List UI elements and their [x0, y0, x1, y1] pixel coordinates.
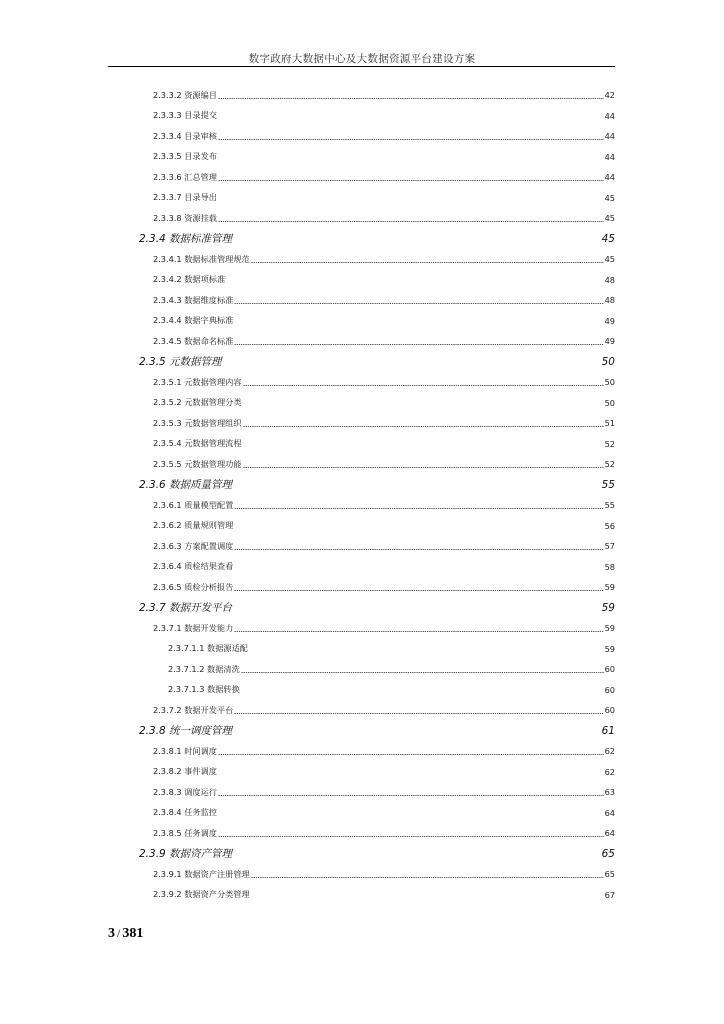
toc-entry-label: 2.3.6.1 质量模型配置 — [153, 499, 234, 510]
toc-entry-page: 49 — [604, 315, 615, 326]
toc-entry-page: 60 — [604, 664, 615, 674]
toc-entry[interactable] — [153, 618, 615, 638]
toc-entry-page: 50 — [604, 397, 615, 408]
toc-entry-label: 2.3.8.2 事件调度 — [153, 766, 217, 776]
toc-entry[interactable] — [153, 126, 615, 146]
page-separator: / — [117, 926, 121, 940]
dot-leader — [233, 481, 601, 488]
toc-entry-page: 44 — [604, 151, 615, 162]
toc-entry-page: 60 — [604, 684, 615, 695]
dot-leader — [241, 666, 604, 673]
toc-entry[interactable] — [139, 352, 615, 372]
dot-leader — [218, 830, 604, 837]
dot-leader — [218, 92, 604, 99]
toc-entry-label: 2.3.4 数据标准管理 — [139, 233, 233, 245]
dot-leader — [241, 686, 604, 693]
toc-entry-label: 2.3.6 数据质量管理 — [139, 479, 233, 491]
toc-entry-label: 2.3.3.5 目录发布 — [153, 151, 217, 161]
toc-entry-page: 42 — [604, 90, 615, 100]
toc-entry[interactable] — [168, 659, 615, 679]
toc-entry-label: 2.3.6.2 质量规则管理 — [153, 520, 234, 530]
toc-entry-page: 67 — [604, 889, 615, 900]
dot-leader — [233, 727, 601, 734]
toc-entry-label: 2.3.3.8 资源挂载 — [153, 212, 217, 223]
toc-entry-page: 62 — [604, 746, 615, 756]
toc-entry[interactable] — [153, 864, 615, 884]
dot-leader — [251, 891, 604, 898]
total-pages: 381 — [122, 926, 144, 941]
toc-entry-page: 55 — [604, 500, 615, 510]
dot-leader — [218, 215, 604, 222]
dot-leader — [233, 235, 601, 242]
toc-entry-label: 2.3.9 数据资产管理 — [139, 848, 233, 860]
toc-entry-page: 45 — [604, 254, 615, 264]
toc-entry-page: 65 — [604, 869, 615, 879]
toc-entry-label: 2.3.9.1 数据资产注册管理 — [153, 868, 250, 879]
toc-entry-page: 65 — [601, 847, 615, 860]
toc-entry[interactable] — [153, 372, 615, 392]
toc-entry[interactable] — [153, 823, 615, 843]
toc-entry-label: 2.3.8 统一调度管理 — [139, 725, 233, 737]
dot-leader — [234, 522, 603, 529]
document-header-title: 数字政府大数据中心及大数据资源平台建设方案 — [248, 53, 476, 65]
dot-leader — [218, 112, 604, 119]
toc-entry[interactable] — [153, 700, 615, 720]
toc-entry-label: 2.3.8.1 时间调度 — [153, 745, 217, 756]
toc-entry[interactable] — [153, 557, 615, 577]
toc-entry-page: 62 — [604, 766, 615, 777]
toc-entry-page: 63 — [604, 787, 615, 797]
toc-entry-page: 56 — [604, 520, 615, 531]
toc-entry-label: 2.3.8.4 任务监控 — [153, 807, 217, 817]
dot-leader — [249, 645, 604, 652]
toc-entry-page: 49 — [604, 336, 615, 346]
toc-entry[interactable] — [153, 311, 615, 331]
toc-entry[interactable] — [139, 721, 615, 741]
toc-entry-label: 2.3.3.3 目录提交 — [153, 110, 217, 120]
toc-entry[interactable] — [153, 454, 615, 474]
toc-entry[interactable] — [139, 844, 615, 864]
dot-leader — [234, 338, 603, 345]
toc-entry-page: 55 — [601, 478, 615, 491]
dot-leader — [243, 440, 604, 447]
toc-entry-page: 61 — [601, 724, 615, 737]
toc-entry-label: 2.3.4.1 数据标准管理规范 — [153, 253, 250, 264]
dot-leader — [218, 789, 604, 796]
toc-entry-page: 50 — [604, 377, 615, 387]
toc-entry[interactable] — [153, 167, 615, 187]
dot-leader — [234, 584, 603, 591]
toc-entry-page: 51 — [604, 418, 615, 428]
toc-entry-page: 45 — [604, 192, 615, 203]
toc-entry-label: 2.3.5.4 元数据管理流程 — [153, 438, 242, 448]
toc-entry-page: 50 — [601, 355, 615, 368]
toc-entry[interactable] — [139, 229, 615, 249]
toc-entry[interactable] — [153, 106, 615, 126]
toc-entry[interactable] — [153, 803, 615, 823]
dot-leader — [234, 563, 603, 570]
toc-entry-page: 44 — [604, 172, 615, 182]
dot-leader — [234, 625, 603, 632]
toc-entry-page: 44 — [604, 131, 615, 141]
dot-leader — [218, 748, 604, 755]
toc-entry[interactable] — [153, 885, 615, 905]
dot-leader — [243, 399, 604, 406]
toc-entry[interactable] — [153, 782, 615, 802]
dot-leader — [218, 194, 604, 201]
toc-entry[interactable] — [153, 516, 615, 536]
toc-entry-label: 2.3.5.1 元数据管理内容 — [153, 376, 242, 387]
toc-entry-page: 48 — [604, 274, 615, 285]
dot-leader — [234, 317, 603, 324]
toc-entry-label: 2.3.5 元数据管理 — [139, 356, 222, 368]
dot-leader — [218, 809, 604, 816]
toc-entry-label: 2.3.7.2 数据开发平台 — [153, 704, 234, 715]
toc-entry-page: 64 — [604, 828, 615, 838]
toc-entry[interactable] — [153, 413, 615, 433]
dot-leader — [251, 256, 604, 263]
toc-entry-label: 2.3.7.1.1 数据源适配 — [168, 643, 248, 653]
header-divider — [108, 66, 615, 67]
dot-leader — [218, 174, 604, 181]
dot-leader — [251, 871, 604, 878]
dot-leader — [233, 604, 601, 611]
dot-leader — [243, 379, 604, 386]
toc-entry[interactable] — [139, 475, 615, 495]
toc-entry[interactable] — [153, 536, 615, 556]
dot-leader — [234, 297, 603, 304]
toc-entry-label: 2.3.3.7 目录导出 — [153, 192, 217, 202]
toc-entry-label: 2.3.6.4 质检结果查看 — [153, 561, 234, 571]
toc-entry[interactable] — [153, 393, 615, 413]
toc-entry-label: 2.3.5.5 元数据管理功能 — [153, 458, 242, 469]
toc-entry[interactable] — [153, 434, 615, 454]
dot-leader — [223, 358, 601, 365]
toc-entry-label: 2.3.3.2 资源编目 — [153, 89, 217, 100]
toc-entry-page: 52 — [604, 438, 615, 449]
dot-leader — [234, 543, 603, 550]
toc-entry-label: 2.3.4.3 数据维度标准 — [153, 294, 234, 305]
dot-leader — [234, 502, 603, 509]
toc-entry-label: 2.3.8.5 任务调度 — [153, 827, 217, 838]
toc-entry-page: 58 — [604, 561, 615, 572]
toc-entry-label: 2.3.6.5 质检分析报告 — [153, 581, 234, 592]
toc-entry-label: 2.3.6.3 方案配置调度 — [153, 540, 234, 551]
toc-entry-page: 60 — [604, 705, 615, 715]
toc-entry[interactable] — [153, 249, 615, 269]
toc-entry-label: 2.3.4.4 数据字典标准 — [153, 315, 234, 325]
toc-entry-label: 2.3.3.4 目录审核 — [153, 130, 217, 141]
toc-entry-page: 64 — [604, 807, 615, 818]
toc-entry[interactable] — [153, 741, 615, 761]
toc-entry[interactable] — [153, 495, 615, 515]
toc-entry[interactable] — [168, 680, 615, 700]
toc-entry[interactable] — [153, 188, 615, 208]
toc-entry[interactable] — [153, 762, 615, 782]
toc-entry-label: 2.3.5.2 元数据管理分类 — [153, 397, 242, 407]
toc-entry-page: 59 — [604, 582, 615, 592]
dot-leader — [218, 153, 604, 160]
toc-entry[interactable] — [153, 208, 615, 228]
page-number — [108, 926, 143, 942]
dot-leader — [243, 461, 604, 468]
toc-entry-page: 44 — [604, 110, 615, 121]
dot-leader — [218, 768, 604, 775]
toc-entry-label: 2.3.7.1.2 数据清洗 — [168, 663, 240, 674]
current-page: 3 — [108, 926, 115, 941]
dot-leader — [233, 850, 601, 857]
toc-entry-page: 59 — [604, 643, 615, 654]
toc-entry[interactable] — [153, 270, 615, 290]
toc-entry[interactable] — [168, 639, 615, 659]
toc-entry-label: 2.3.3.6 汇总管理 — [153, 171, 217, 182]
toc-entry-label: 2.3.9.2 数据资产分类管理 — [153, 889, 250, 899]
toc-entry-page: 48 — [604, 295, 615, 305]
toc-entry[interactable] — [153, 85, 615, 105]
dot-leader — [243, 420, 604, 427]
toc-entry[interactable] — [153, 147, 615, 167]
toc-entry-label: 2.3.7.1.3 数据转换 — [168, 684, 240, 694]
toc-entry-page: 45 — [604, 213, 615, 223]
toc-entry-page: 59 — [601, 601, 615, 614]
toc-entry[interactable] — [153, 331, 615, 351]
toc-entry-label: 2.3.4.2 数据项标准 — [153, 274, 226, 284]
toc-entry[interactable] — [153, 290, 615, 310]
toc-entry[interactable] — [139, 598, 615, 618]
toc-entry-page: 52 — [604, 459, 615, 469]
toc-entry-page: 57 — [604, 541, 615, 551]
toc-entry-page: 45 — [601, 232, 615, 245]
toc-entry-label: 2.3.7 数据开发平台 — [139, 602, 233, 614]
dot-leader — [226, 276, 603, 283]
toc-entry[interactable] — [153, 577, 615, 597]
toc-entry-label: 2.3.5.3 元数据管理组织 — [153, 417, 242, 428]
toc-entry-label: 2.3.8.3 调度运行 — [153, 786, 217, 797]
toc-entry-label: 2.3.7.1 数据开发能力 — [153, 622, 234, 633]
toc-entry-page: 59 — [604, 623, 615, 633]
dot-leader — [234, 707, 603, 714]
toc-entry-label: 2.3.4.5 数据命名标准 — [153, 335, 234, 346]
dot-leader — [218, 133, 604, 140]
